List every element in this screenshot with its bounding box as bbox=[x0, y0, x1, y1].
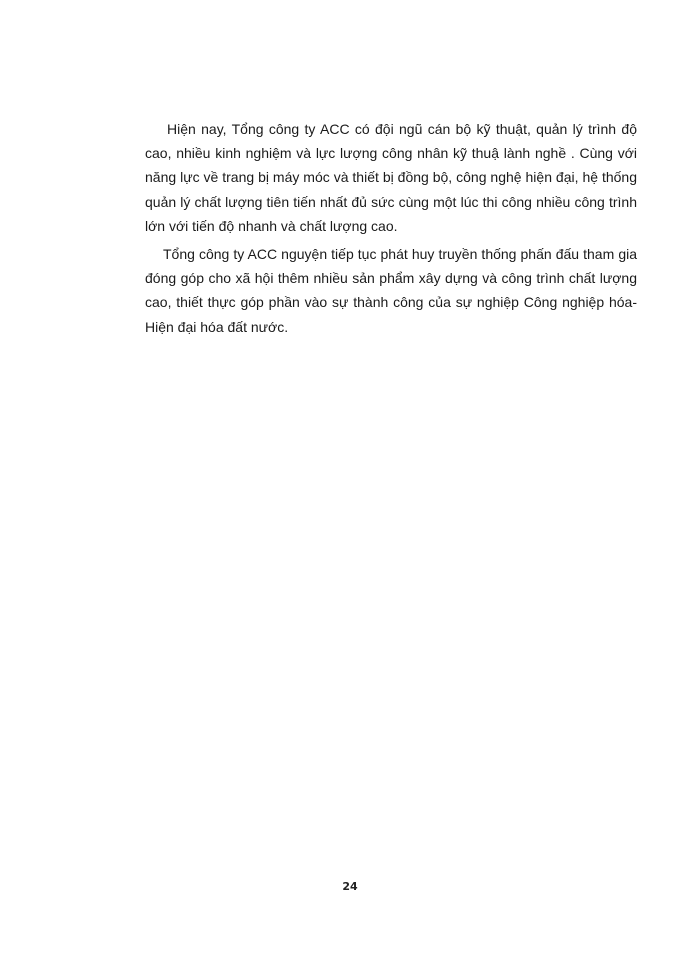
paragraph-company-commitment: Tổng công ty ACC nguyện tiếp tục phát huy truyền thống phấn đấu tham gia đóng góp cho xã hội thêm nhiều sản phẩm xây dựng và công trình chất lượng cao, thiết thực góp phần vào sự thành công của sự nghiệp Công nghiệp hóa-Hiện đại hóa đất nước. bbox=[145, 246, 637, 335]
paragraph-company-capabilities: Hiện nay, Tổng công ty ACC có đội ngũ cán bộ kỹ thuật, quản lý trình độ cao, nhiều kinh nghiệm và lực lượng công nhân kỹ thuậ lành nghề . Cùng với năng lực về trang bị máy móc và thiết bị đồng bộ, công nghệ hiện đại, hệ thống quản lý chất lượng tiên tiến nhất đủ sức cùng một lúc thi công nhiều công trình lớn với tiến độ nhanh và chất lượng cao. bbox=[145, 121, 637, 234]
page-number: 24 bbox=[342, 880, 358, 893]
body-text bbox=[145, 117, 637, 339]
